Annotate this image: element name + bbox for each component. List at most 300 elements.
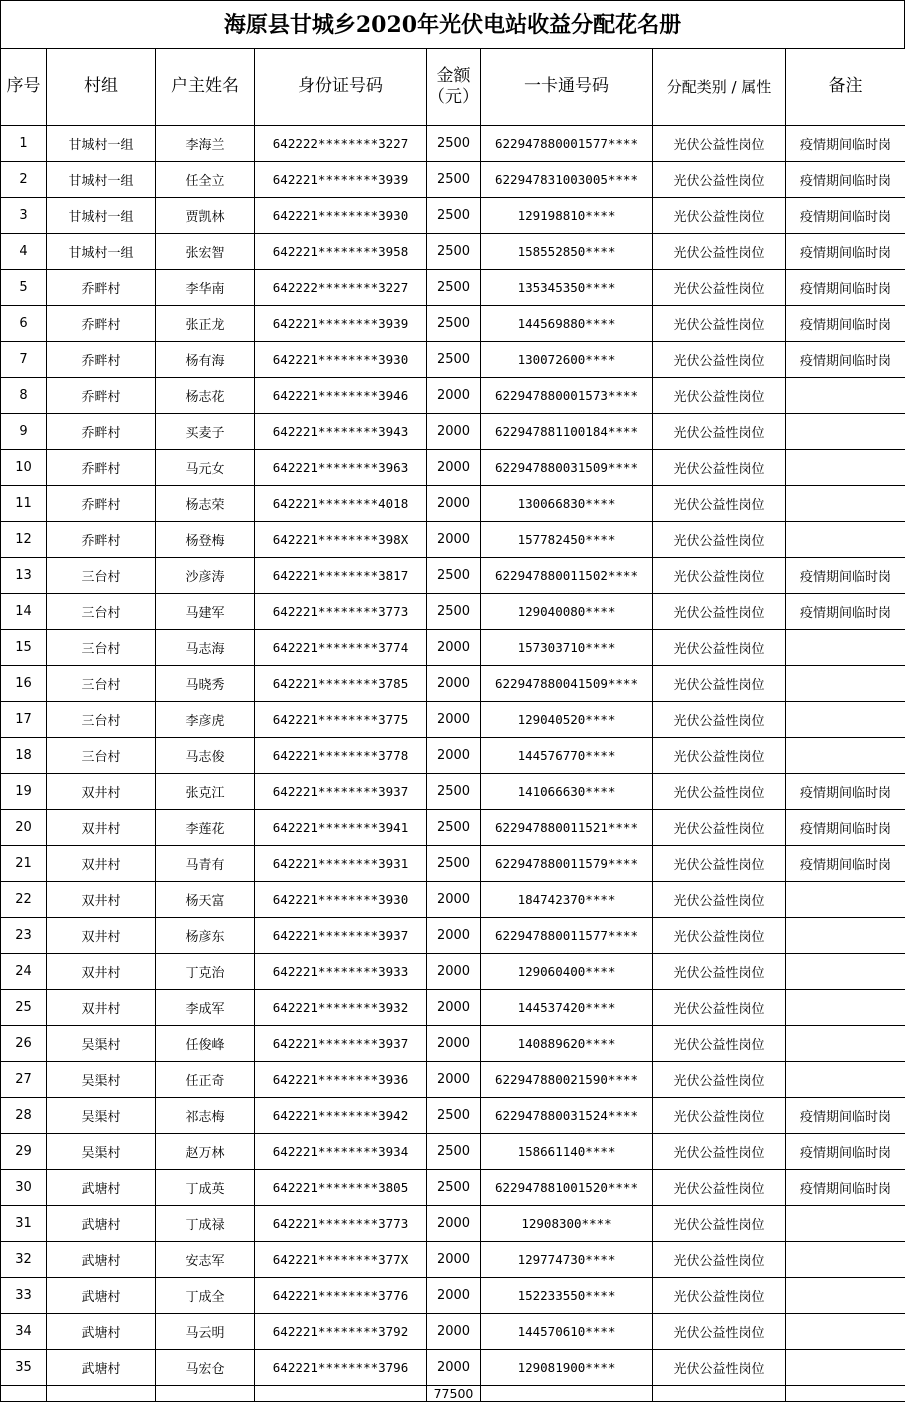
cell-card: 135345350****	[481, 270, 653, 306]
table-row	[1, 558, 905, 594]
sheet-title: 海原县甘城乡2020年光伏电站收益分配花名册	[0, 0, 905, 48]
cell-seq: 25	[1, 990, 47, 1026]
cell-village: 甘城村一组	[47, 234, 156, 270]
cell-category: 光伏公益性岗位	[653, 1098, 786, 1134]
cell-note	[786, 630, 905, 666]
cell-card: 622947880031524****	[481, 1098, 653, 1134]
cell-village: 乔畔村	[47, 342, 156, 378]
cell-id: 642221********3773	[255, 594, 427, 630]
cell-id: 642221********377X	[255, 1242, 427, 1278]
cell-category: 光伏公益性岗位	[653, 810, 786, 846]
cell-category: 光伏公益性岗位	[653, 1026, 786, 1062]
cell-name: 赵万林	[156, 1134, 255, 1170]
cell-seq: 19	[1, 774, 47, 810]
cell-note	[786, 666, 905, 702]
cell-category: 光伏公益性岗位	[653, 702, 786, 738]
cell-amount: 2500	[427, 234, 481, 270]
cell-village: 双井村	[47, 990, 156, 1026]
cell-seq: 16	[1, 666, 47, 702]
cell-village: 吴渠村	[47, 1134, 156, 1170]
cell-amount: 2000	[427, 918, 481, 954]
cell-card: 622947880031509****	[481, 450, 653, 486]
cell-card: 130066830****	[481, 486, 653, 522]
cell-category: 光伏公益性岗位	[653, 1206, 786, 1242]
cell-amount: 2000	[427, 1206, 481, 1242]
cell-village: 双井村	[47, 954, 156, 990]
cell-note: 疫情期间临时岗	[786, 1134, 905, 1170]
cell-id: 642221********3937	[255, 1026, 427, 1062]
table-row	[1, 882, 905, 918]
cell-id: 642221********3946	[255, 378, 427, 414]
cell-amount: 2000	[427, 666, 481, 702]
cell-note	[786, 1062, 905, 1098]
cell-village: 甘城村一组	[47, 198, 156, 234]
cell-note	[786, 486, 905, 522]
cell-name: 李成军	[156, 990, 255, 1026]
cell-village: 乔畔村	[47, 486, 156, 522]
cell-note	[786, 522, 905, 558]
cell-card: 622947880011502****	[481, 558, 653, 594]
cell-amount: 2500	[427, 558, 481, 594]
cell-card: 157303710****	[481, 630, 653, 666]
header-village: 村组	[47, 49, 156, 126]
cell-category: 光伏公益性岗位	[653, 270, 786, 306]
cell-amount: 2000	[427, 1350, 481, 1386]
cell-category: 光伏公益性岗位	[653, 666, 786, 702]
cell-seq: 27	[1, 1062, 47, 1098]
cell-name: 张宏智	[156, 234, 255, 270]
cell-category: 光伏公益性岗位	[653, 882, 786, 918]
cell-seq: 11	[1, 486, 47, 522]
cell-seq: 10	[1, 450, 47, 486]
cell-seq: 14	[1, 594, 47, 630]
cell-seq: 4	[1, 234, 47, 270]
cell-village: 乔畔村	[47, 378, 156, 414]
cell-name: 任正奇	[156, 1062, 255, 1098]
table-row	[1, 306, 905, 342]
cell-card: 622947880001577****	[481, 126, 653, 162]
cell-name: 李海兰	[156, 126, 255, 162]
total-cell-empty	[47, 1386, 156, 1402]
table-row	[1, 342, 905, 378]
cell-id: 642221********3775	[255, 702, 427, 738]
cell-seq: 18	[1, 738, 47, 774]
cell-category: 光伏公益性岗位	[653, 1278, 786, 1314]
cell-category: 光伏公益性岗位	[653, 414, 786, 450]
header-seq: 序号	[1, 49, 47, 126]
cell-note	[786, 1314, 905, 1350]
table-row	[1, 1242, 905, 1278]
table-row	[1, 378, 905, 414]
header-row	[1, 49, 905, 126]
cell-amount: 2000	[427, 522, 481, 558]
cell-id: 642221********3939	[255, 162, 427, 198]
table-body	[1, 126, 905, 1386]
cell-note: 疫情期间临时岗	[786, 234, 905, 270]
cell-card: 129040080****	[481, 594, 653, 630]
cell-id: 642221********3943	[255, 414, 427, 450]
cell-id: 642221********3796	[255, 1350, 427, 1386]
cell-name: 买麦子	[156, 414, 255, 450]
cell-card: 129040520****	[481, 702, 653, 738]
cell-id: 642221********3805	[255, 1170, 427, 1206]
cell-seq: 31	[1, 1206, 47, 1242]
cell-id: 642221********3937	[255, 774, 427, 810]
cell-note	[786, 378, 905, 414]
cell-seq: 2	[1, 162, 47, 198]
cell-name: 李莲花	[156, 810, 255, 846]
cell-amount: 2000	[427, 378, 481, 414]
cell-village: 三台村	[47, 558, 156, 594]
cell-amount: 2500	[427, 126, 481, 162]
cell-card: 144537420****	[481, 990, 653, 1026]
cell-note: 疫情期间临时岗	[786, 594, 905, 630]
cell-seq: 13	[1, 558, 47, 594]
cell-category: 光伏公益性岗位	[653, 126, 786, 162]
cell-village: 武塘村	[47, 1314, 156, 1350]
cell-name: 马晓秀	[156, 666, 255, 702]
cell-card: 129198810****	[481, 198, 653, 234]
table-row	[1, 126, 905, 162]
table-row	[1, 450, 905, 486]
header-name: 户主姓名	[156, 49, 255, 126]
cell-category: 光伏公益性岗位	[653, 846, 786, 882]
cell-seq: 15	[1, 630, 47, 666]
cell-category: 光伏公益性岗位	[653, 1314, 786, 1350]
cell-note: 疫情期间临时岗	[786, 126, 905, 162]
cell-seq: 23	[1, 918, 47, 954]
total-cell-empty	[1, 1386, 47, 1402]
cell-name: 张正龙	[156, 306, 255, 342]
cell-note	[786, 1206, 905, 1242]
cell-card: 158552850****	[481, 234, 653, 270]
cell-village: 吴渠村	[47, 1098, 156, 1134]
cell-village: 乔畔村	[47, 450, 156, 486]
cell-amount: 2000	[427, 1242, 481, 1278]
cell-note	[786, 918, 905, 954]
cell-category: 光伏公益性岗位	[653, 630, 786, 666]
cell-category: 光伏公益性岗位	[653, 198, 786, 234]
cell-category: 光伏公益性岗位	[653, 486, 786, 522]
table-row	[1, 1206, 905, 1242]
cell-amount: 2500	[427, 162, 481, 198]
cell-id: 642221********3963	[255, 450, 427, 486]
cell-id: 642221********3930	[255, 882, 427, 918]
cell-amount: 2500	[427, 846, 481, 882]
cell-category: 光伏公益性岗位	[653, 1170, 786, 1206]
cell-village: 乔畔村	[47, 414, 156, 450]
cell-amount: 2500	[427, 342, 481, 378]
cell-name: 丁克治	[156, 954, 255, 990]
cell-village: 吴渠村	[47, 1026, 156, 1062]
header-id: 身份证号码	[255, 49, 427, 126]
cell-category: 光伏公益性岗位	[653, 1062, 786, 1098]
cell-note	[786, 414, 905, 450]
cell-village: 双井村	[47, 882, 156, 918]
cell-card: 157782450****	[481, 522, 653, 558]
table-row	[1, 774, 905, 810]
cell-name: 李彦虎	[156, 702, 255, 738]
cell-card: 622947880001573****	[481, 378, 653, 414]
cell-id: 642221********3941	[255, 810, 427, 846]
header-category: 分配类别 / 属性	[653, 49, 786, 126]
cell-id: 642221********3936	[255, 1062, 427, 1098]
cell-card: 129060400****	[481, 954, 653, 990]
cell-seq: 1	[1, 126, 47, 162]
cell-amount: 2000	[427, 990, 481, 1026]
cell-seq: 3	[1, 198, 47, 234]
cell-id: 642221********3778	[255, 738, 427, 774]
cell-seq: 5	[1, 270, 47, 306]
cell-card: 144570610****	[481, 1314, 653, 1350]
cell-category: 光伏公益性岗位	[653, 1350, 786, 1386]
cell-village: 双井村	[47, 810, 156, 846]
cell-card: 152233550****	[481, 1278, 653, 1314]
total-cell-empty	[786, 1386, 905, 1402]
cell-amount: 2000	[427, 1026, 481, 1062]
cell-name: 任全立	[156, 162, 255, 198]
cell-note: 疫情期间临时岗	[786, 270, 905, 306]
cell-name: 贾凯林	[156, 198, 255, 234]
cell-card: 622947880041509****	[481, 666, 653, 702]
table-row	[1, 918, 905, 954]
cell-id: 642221********3785	[255, 666, 427, 702]
cell-card: 622947880011579****	[481, 846, 653, 882]
cell-amount: 2500	[427, 1170, 481, 1206]
cell-category: 光伏公益性岗位	[653, 558, 786, 594]
table-row	[1, 630, 905, 666]
cell-name: 张克江	[156, 774, 255, 810]
cell-amount: 2000	[427, 1278, 481, 1314]
cell-amount: 2000	[427, 450, 481, 486]
cell-card: 622947881100184****	[481, 414, 653, 450]
cell-name: 丁成英	[156, 1170, 255, 1206]
cell-name: 马元女	[156, 450, 255, 486]
cell-card: 622947880021590****	[481, 1062, 653, 1098]
cell-note: 疫情期间临时岗	[786, 774, 905, 810]
cell-id: 642221********398X	[255, 522, 427, 558]
total-cell-empty	[653, 1386, 786, 1402]
cell-id: 642221********3774	[255, 630, 427, 666]
cell-seq: 17	[1, 702, 47, 738]
cell-village: 双井村	[47, 846, 156, 882]
cell-category: 光伏公益性岗位	[653, 774, 786, 810]
cell-id: 642221********3773	[255, 1206, 427, 1242]
cell-name: 任俊峰	[156, 1026, 255, 1062]
cell-note: 疫情期间临时岗	[786, 306, 905, 342]
cell-category: 光伏公益性岗位	[653, 234, 786, 270]
cell-amount: 2500	[427, 306, 481, 342]
cell-note	[786, 1242, 905, 1278]
cell-village: 双井村	[47, 918, 156, 954]
cell-card: 141066630****	[481, 774, 653, 810]
table-row	[1, 1350, 905, 1386]
cell-village: 三台村	[47, 630, 156, 666]
cell-village: 三台村	[47, 594, 156, 630]
cell-note	[786, 1278, 905, 1314]
cell-name: 丁成禄	[156, 1206, 255, 1242]
table-row	[1, 162, 905, 198]
table-row	[1, 810, 905, 846]
table-row	[1, 198, 905, 234]
cell-note	[786, 702, 905, 738]
cell-name: 杨志荣	[156, 486, 255, 522]
cell-id: 642221********3931	[255, 846, 427, 882]
cell-village: 乔畔村	[47, 270, 156, 306]
cell-card: 144576770****	[481, 738, 653, 774]
cell-card: 130072600****	[481, 342, 653, 378]
header-amount: 金额（元）	[427, 49, 481, 126]
header-note: 备注	[786, 49, 905, 126]
cell-note: 疫情期间临时岗	[786, 1098, 905, 1134]
cell-note: 疫情期间临时岗	[786, 162, 905, 198]
cell-category: 光伏公益性岗位	[653, 594, 786, 630]
cell-note: 疫情期间临时岗	[786, 198, 905, 234]
cell-note: 疫情期间临时岗	[786, 810, 905, 846]
cell-card: 622947831003005****	[481, 162, 653, 198]
cell-id: 642221********3792	[255, 1314, 427, 1350]
cell-name: 沙彦涛	[156, 558, 255, 594]
cell-id: 642221********3930	[255, 342, 427, 378]
cell-amount: 2000	[427, 738, 481, 774]
cell-village: 武塘村	[47, 1206, 156, 1242]
table-row	[1, 270, 905, 306]
cell-id: 642221********3817	[255, 558, 427, 594]
header-card: 一卡通号码	[481, 49, 653, 126]
cell-seq: 26	[1, 1026, 47, 1062]
cell-category: 光伏公益性岗位	[653, 378, 786, 414]
roster-table	[0, 48, 905, 1402]
table-row	[1, 1134, 905, 1170]
total-amount: 77500	[427, 1386, 481, 1402]
cell-seq: 20	[1, 810, 47, 846]
cell-id: 642221********3958	[255, 234, 427, 270]
cell-amount: 2000	[427, 630, 481, 666]
cell-village: 乔畔村	[47, 522, 156, 558]
cell-name: 马志海	[156, 630, 255, 666]
cell-category: 光伏公益性岗位	[653, 918, 786, 954]
table-row	[1, 1278, 905, 1314]
cell-note	[786, 882, 905, 918]
cell-note	[786, 738, 905, 774]
cell-seq: 32	[1, 1242, 47, 1278]
cell-id: 642221********4018	[255, 486, 427, 522]
cell-seq: 24	[1, 954, 47, 990]
cell-seq: 29	[1, 1134, 47, 1170]
cell-amount: 2500	[427, 198, 481, 234]
table-row	[1, 666, 905, 702]
cell-card: 12908300****	[481, 1206, 653, 1242]
cell-seq: 33	[1, 1278, 47, 1314]
cell-village: 甘城村一组	[47, 162, 156, 198]
cell-card: 622947880011521****	[481, 810, 653, 846]
cell-village: 乔畔村	[47, 306, 156, 342]
cell-amount: 2000	[427, 954, 481, 990]
cell-name: 祁志梅	[156, 1098, 255, 1134]
cell-village: 甘城村一组	[47, 126, 156, 162]
table-row	[1, 1026, 905, 1062]
cell-amount: 2500	[427, 1098, 481, 1134]
cell-id: 642222********3227	[255, 270, 427, 306]
table-row	[1, 990, 905, 1026]
table-row	[1, 414, 905, 450]
table-row	[1, 702, 905, 738]
cell-category: 光伏公益性岗位	[653, 990, 786, 1026]
cell-note: 疫情期间临时岗	[786, 1170, 905, 1206]
cell-id: 642221********3939	[255, 306, 427, 342]
table-row	[1, 1314, 905, 1350]
cell-amount: 2500	[427, 270, 481, 306]
cell-id: 642221********3930	[255, 198, 427, 234]
cell-seq: 35	[1, 1350, 47, 1386]
cell-amount: 2000	[427, 702, 481, 738]
cell-amount: 2000	[427, 486, 481, 522]
table-row	[1, 954, 905, 990]
cell-name: 杨天富	[156, 882, 255, 918]
cell-name: 马建军	[156, 594, 255, 630]
cell-seq: 34	[1, 1314, 47, 1350]
cell-seq: 8	[1, 378, 47, 414]
cell-note: 疫情期间临时岗	[786, 846, 905, 882]
cell-id: 642221********3942	[255, 1098, 427, 1134]
cell-amount: 2500	[427, 774, 481, 810]
cell-name: 杨彦东	[156, 918, 255, 954]
cell-id: 642221********3933	[255, 954, 427, 990]
cell-id: 642222********3227	[255, 126, 427, 162]
total-cell-empty	[255, 1386, 427, 1402]
cell-name: 杨登梅	[156, 522, 255, 558]
cell-name: 李华南	[156, 270, 255, 306]
cell-name: 马宏仓	[156, 1350, 255, 1386]
cell-amount: 2500	[427, 594, 481, 630]
cell-name: 马青有	[156, 846, 255, 882]
table-row	[1, 1098, 905, 1134]
cell-card: 129081900****	[481, 1350, 653, 1386]
cell-name: 安志军	[156, 1242, 255, 1278]
table-row	[1, 1062, 905, 1098]
cell-note: 疫情期间临时岗	[786, 342, 905, 378]
cell-category: 光伏公益性岗位	[653, 342, 786, 378]
table-row	[1, 234, 905, 270]
cell-village: 吴渠村	[47, 1062, 156, 1098]
cell-card: 622947881001520****	[481, 1170, 653, 1206]
cell-village: 武塘村	[47, 1170, 156, 1206]
cell-card: 622947880011577****	[481, 918, 653, 954]
cell-seq: 6	[1, 306, 47, 342]
cell-seq: 28	[1, 1098, 47, 1134]
cell-category: 光伏公益性岗位	[653, 162, 786, 198]
cell-seq: 7	[1, 342, 47, 378]
cell-card: 140889620****	[481, 1026, 653, 1062]
cell-card: 158661140****	[481, 1134, 653, 1170]
cell-card: 129774730****	[481, 1242, 653, 1278]
total-row	[1, 1386, 905, 1402]
cell-category: 光伏公益性岗位	[653, 450, 786, 486]
cell-category: 光伏公益性岗位	[653, 522, 786, 558]
cell-category: 光伏公益性岗位	[653, 954, 786, 990]
cell-id: 642221********3932	[255, 990, 427, 1026]
cell-id: 642221********3934	[255, 1134, 427, 1170]
table-row	[1, 738, 905, 774]
table-row	[1, 1170, 905, 1206]
total-cell-empty	[481, 1386, 653, 1402]
cell-village: 三台村	[47, 702, 156, 738]
cell-village: 三台村	[47, 738, 156, 774]
cell-category: 光伏公益性岗位	[653, 306, 786, 342]
cell-note: 疫情期间临时岗	[786, 558, 905, 594]
cell-village: 武塘村	[47, 1242, 156, 1278]
cell-seq: 12	[1, 522, 47, 558]
